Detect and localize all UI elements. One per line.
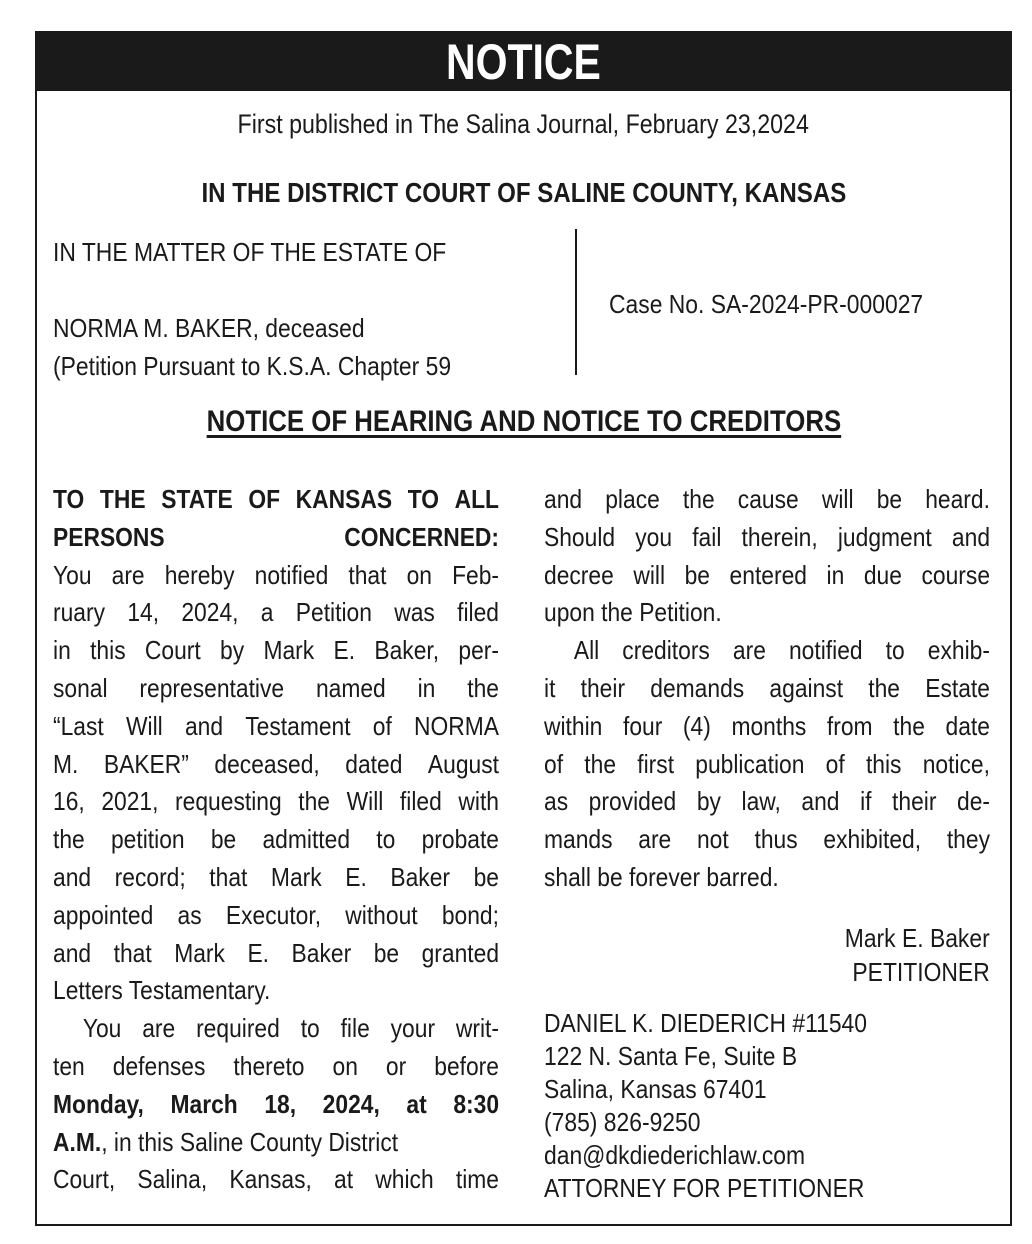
word: STATE xyxy=(161,484,233,514)
word: to xyxy=(300,1013,320,1044)
word: ten xyxy=(53,1050,85,1081)
word: BAKER” xyxy=(103,748,189,779)
text-line xyxy=(53,670,499,708)
word: filed xyxy=(457,597,500,628)
word: be xyxy=(876,484,903,514)
word: a xyxy=(260,597,274,628)
attorney-address-1: 122 N. Santa Fe, Suite B xyxy=(544,1041,798,1071)
word: writ- xyxy=(455,1013,499,1044)
word: with xyxy=(458,786,500,817)
word: to xyxy=(376,824,396,855)
word: they xyxy=(946,824,990,855)
word: appointed xyxy=(53,899,154,930)
text-line xyxy=(544,708,990,746)
word: Estate xyxy=(925,672,990,703)
word: due xyxy=(863,559,902,590)
word: at xyxy=(334,1164,354,1195)
word: as xyxy=(544,786,569,817)
word: 2021, xyxy=(101,786,159,817)
text-line xyxy=(544,557,990,595)
word: 2024, xyxy=(322,1088,380,1119)
petitioner-signature xyxy=(825,921,990,989)
word: KANSAS xyxy=(295,484,393,514)
word: Salina, xyxy=(137,1164,208,1195)
word: notified xyxy=(788,635,863,666)
word: TO xyxy=(53,484,85,514)
word: are xyxy=(111,559,145,590)
word: are xyxy=(142,1013,176,1044)
word: required xyxy=(196,1013,280,1044)
word: TO xyxy=(407,484,439,514)
word: was xyxy=(394,597,435,628)
hearing-date xyxy=(53,1086,499,1124)
word: this xyxy=(865,748,902,779)
word: Mark xyxy=(270,861,322,892)
word: entered xyxy=(729,559,807,590)
word: NORMA xyxy=(414,710,500,741)
petitioner-name: Mark E. Baker xyxy=(845,923,990,953)
word: Baker xyxy=(390,861,451,892)
word: per- xyxy=(458,635,500,666)
text-line xyxy=(53,859,499,897)
word: are xyxy=(732,635,766,666)
text-line xyxy=(53,1010,499,1048)
word: demands xyxy=(650,672,745,703)
word: or xyxy=(385,1050,407,1081)
word: that xyxy=(113,937,152,968)
text-line xyxy=(53,1048,499,1086)
right-column xyxy=(544,481,990,897)
text-line xyxy=(544,670,990,708)
case-caption xyxy=(53,233,573,385)
word: that xyxy=(348,559,387,590)
word: the xyxy=(467,672,499,703)
attorney-address-2: Salina, Kansas 67401 xyxy=(544,1074,767,1104)
text-line: shall be forever barred. xyxy=(544,861,779,892)
word: it xyxy=(544,672,556,703)
publication-line: First published in The Salina Journal, February 23,2024 xyxy=(237,109,810,139)
petition-line: (Petition Pursuant to K.S.A. Chapter 59 xyxy=(53,351,452,381)
word: E. xyxy=(333,635,356,666)
word: without xyxy=(345,899,418,930)
text-line xyxy=(544,632,990,670)
text-line xyxy=(53,783,499,821)
word: de- xyxy=(957,786,991,817)
word: by xyxy=(220,635,245,666)
word: THE xyxy=(99,484,146,514)
word: not xyxy=(696,824,729,855)
word: which xyxy=(375,1164,434,1195)
word: Kansas, xyxy=(229,1164,312,1195)
matter-line: IN THE MATTER OF THE ESTATE OF xyxy=(53,237,447,267)
word: time xyxy=(455,1164,499,1195)
word: and xyxy=(544,484,583,514)
word: E. xyxy=(345,861,367,892)
text-line xyxy=(544,519,990,557)
petitioner-title: PETITIONER xyxy=(852,957,990,987)
word: defenses xyxy=(112,1050,206,1081)
word: months xyxy=(731,710,807,741)
text-line xyxy=(544,783,990,821)
word: Mark xyxy=(174,937,225,968)
word: within xyxy=(544,710,603,741)
notice-banner xyxy=(37,33,1010,91)
word: decree xyxy=(544,559,614,590)
word: requesting xyxy=(175,786,282,817)
word: and xyxy=(184,710,224,741)
word: OF xyxy=(248,484,281,514)
salutation-line xyxy=(53,519,499,557)
word: Feb- xyxy=(452,559,500,590)
salutation-line xyxy=(53,481,499,519)
word: August xyxy=(427,748,499,779)
word: as xyxy=(177,899,202,930)
attorney-name: DANIEL K. DIEDERICH #11540 xyxy=(544,1008,868,1038)
word: Baker xyxy=(291,937,352,968)
word: admitted xyxy=(262,824,351,855)
word: petition xyxy=(110,824,185,855)
word: in xyxy=(417,672,436,703)
word: be xyxy=(473,861,499,892)
word: Baker, xyxy=(374,635,440,666)
word: that xyxy=(209,861,248,892)
text-line xyxy=(53,594,499,632)
word: Petition xyxy=(295,597,372,628)
word: 14, xyxy=(127,597,160,628)
word: the xyxy=(682,484,715,514)
word: publication xyxy=(695,748,805,779)
attorney-phone: (785) 826-9250 xyxy=(544,1107,701,1137)
word: dated xyxy=(345,748,403,779)
text-line xyxy=(53,746,499,784)
word: creditors xyxy=(622,635,710,666)
word: first xyxy=(637,748,675,779)
word: thus xyxy=(754,824,798,855)
word: Court, xyxy=(53,1164,116,1195)
word: Court xyxy=(144,635,201,666)
attorney-block xyxy=(544,1007,911,1205)
word: (4) xyxy=(682,710,711,741)
word: thereto xyxy=(233,1050,305,1081)
word: your xyxy=(390,1013,436,1044)
word: probate xyxy=(421,824,500,855)
notice-heading: NOTICE OF HEARING AND NOTICE TO CREDITORS xyxy=(206,405,841,438)
text-line xyxy=(53,821,499,859)
word: file xyxy=(340,1013,370,1044)
word: the xyxy=(868,672,901,703)
word: 16, xyxy=(53,786,85,817)
word: granted xyxy=(421,937,500,968)
left-column xyxy=(53,481,499,1199)
word: CONCERNED: xyxy=(344,521,500,552)
word: 18, xyxy=(264,1088,297,1119)
word: be xyxy=(373,937,400,968)
word: sonal xyxy=(53,672,108,703)
word: notified xyxy=(254,559,329,590)
word: Should xyxy=(544,521,616,552)
text-line xyxy=(53,632,499,670)
text-line: upon the Petition. xyxy=(544,597,722,628)
word: by xyxy=(696,786,721,817)
word: to xyxy=(885,635,905,666)
court-title: IN THE DISTRICT COURT OF SALINE COUNTY, KANSAS xyxy=(201,177,846,208)
word: this xyxy=(90,635,126,666)
word: notice, xyxy=(922,748,990,779)
word: judgment xyxy=(837,521,932,552)
word: ALL xyxy=(454,484,500,514)
word: Mark xyxy=(263,635,315,666)
caption-divider xyxy=(575,229,577,375)
word: if xyxy=(860,786,872,817)
word: March xyxy=(170,1088,238,1119)
attorney-role: ATTORNEY FOR PETITIONER xyxy=(544,1173,865,1203)
word: mands xyxy=(544,824,613,855)
word: of xyxy=(825,748,845,779)
word: E. xyxy=(247,937,270,968)
word: provided xyxy=(588,786,677,817)
word: from xyxy=(826,710,873,741)
text-line xyxy=(544,746,990,784)
notice-box xyxy=(35,31,1012,1226)
word: at xyxy=(406,1088,427,1119)
word: in xyxy=(53,635,71,666)
word: Monday, xyxy=(53,1088,144,1119)
word: All xyxy=(573,635,600,666)
word: on xyxy=(406,559,432,590)
word: bond; xyxy=(441,899,499,930)
text-line xyxy=(53,1161,499,1199)
word: the xyxy=(53,824,85,855)
word: deceased, xyxy=(214,748,320,779)
word: therein, xyxy=(741,521,818,552)
text-line xyxy=(53,557,499,595)
attorney-email: dan@dkdiederichlaw.com xyxy=(544,1140,806,1170)
word: before xyxy=(434,1050,499,1081)
word: will xyxy=(821,484,854,514)
word: of xyxy=(544,748,564,779)
word: “Last xyxy=(53,710,104,741)
word: be xyxy=(210,824,237,855)
word: Will xyxy=(125,710,163,741)
word: the xyxy=(298,786,330,817)
word: fail xyxy=(692,521,722,552)
word: and xyxy=(53,937,92,968)
word: will xyxy=(633,559,666,590)
word: course xyxy=(921,559,991,590)
text-line xyxy=(53,935,499,973)
word: the xyxy=(584,748,617,779)
word: representative xyxy=(139,672,285,703)
word: You xyxy=(53,559,92,590)
word: their xyxy=(580,672,626,703)
word: against xyxy=(769,672,844,703)
word: and xyxy=(801,786,840,817)
banner-title: NOTICE xyxy=(446,34,601,90)
word: Will xyxy=(346,786,384,817)
word: their xyxy=(892,786,937,817)
word: the xyxy=(893,710,925,741)
word: You xyxy=(82,1013,122,1044)
word: four xyxy=(622,710,663,741)
word: named xyxy=(315,672,386,703)
word: of xyxy=(372,710,392,741)
word: exhibited, xyxy=(823,824,922,855)
decedent-line: NORMA M. BAKER, deceased xyxy=(53,313,365,343)
word: date xyxy=(945,710,990,741)
word: M. xyxy=(53,748,79,779)
word: place xyxy=(605,484,660,514)
word: filed xyxy=(399,786,442,817)
word: and xyxy=(951,521,991,552)
word: PERSONS xyxy=(53,521,165,552)
word: on xyxy=(332,1050,358,1081)
text-line xyxy=(544,821,990,859)
text-line: A.M., in this Saline County District xyxy=(53,1126,399,1157)
word: heard. xyxy=(925,484,990,514)
case-number: Case No. SA-2024-PR-000027 xyxy=(609,289,924,319)
word: and xyxy=(53,861,92,892)
word: exhib- xyxy=(927,635,990,666)
hearing-time: A.M. xyxy=(53,1126,102,1157)
word: be xyxy=(684,559,710,590)
text-line xyxy=(53,708,499,746)
word: law, xyxy=(741,786,781,817)
word: are xyxy=(638,824,672,855)
text-line xyxy=(53,897,499,935)
word: Executor, xyxy=(225,899,322,930)
text-line xyxy=(544,481,990,519)
word: you xyxy=(635,521,673,552)
word: 8:30 xyxy=(453,1088,500,1119)
word: record; xyxy=(114,861,186,892)
word: 2024, xyxy=(181,597,239,628)
word: hereby xyxy=(164,559,235,590)
word: cause xyxy=(737,484,799,514)
word: ruary xyxy=(53,597,106,628)
text-line: Letters Testamentary. xyxy=(53,975,271,1006)
word: in xyxy=(826,559,845,590)
word: Testament xyxy=(245,710,351,741)
